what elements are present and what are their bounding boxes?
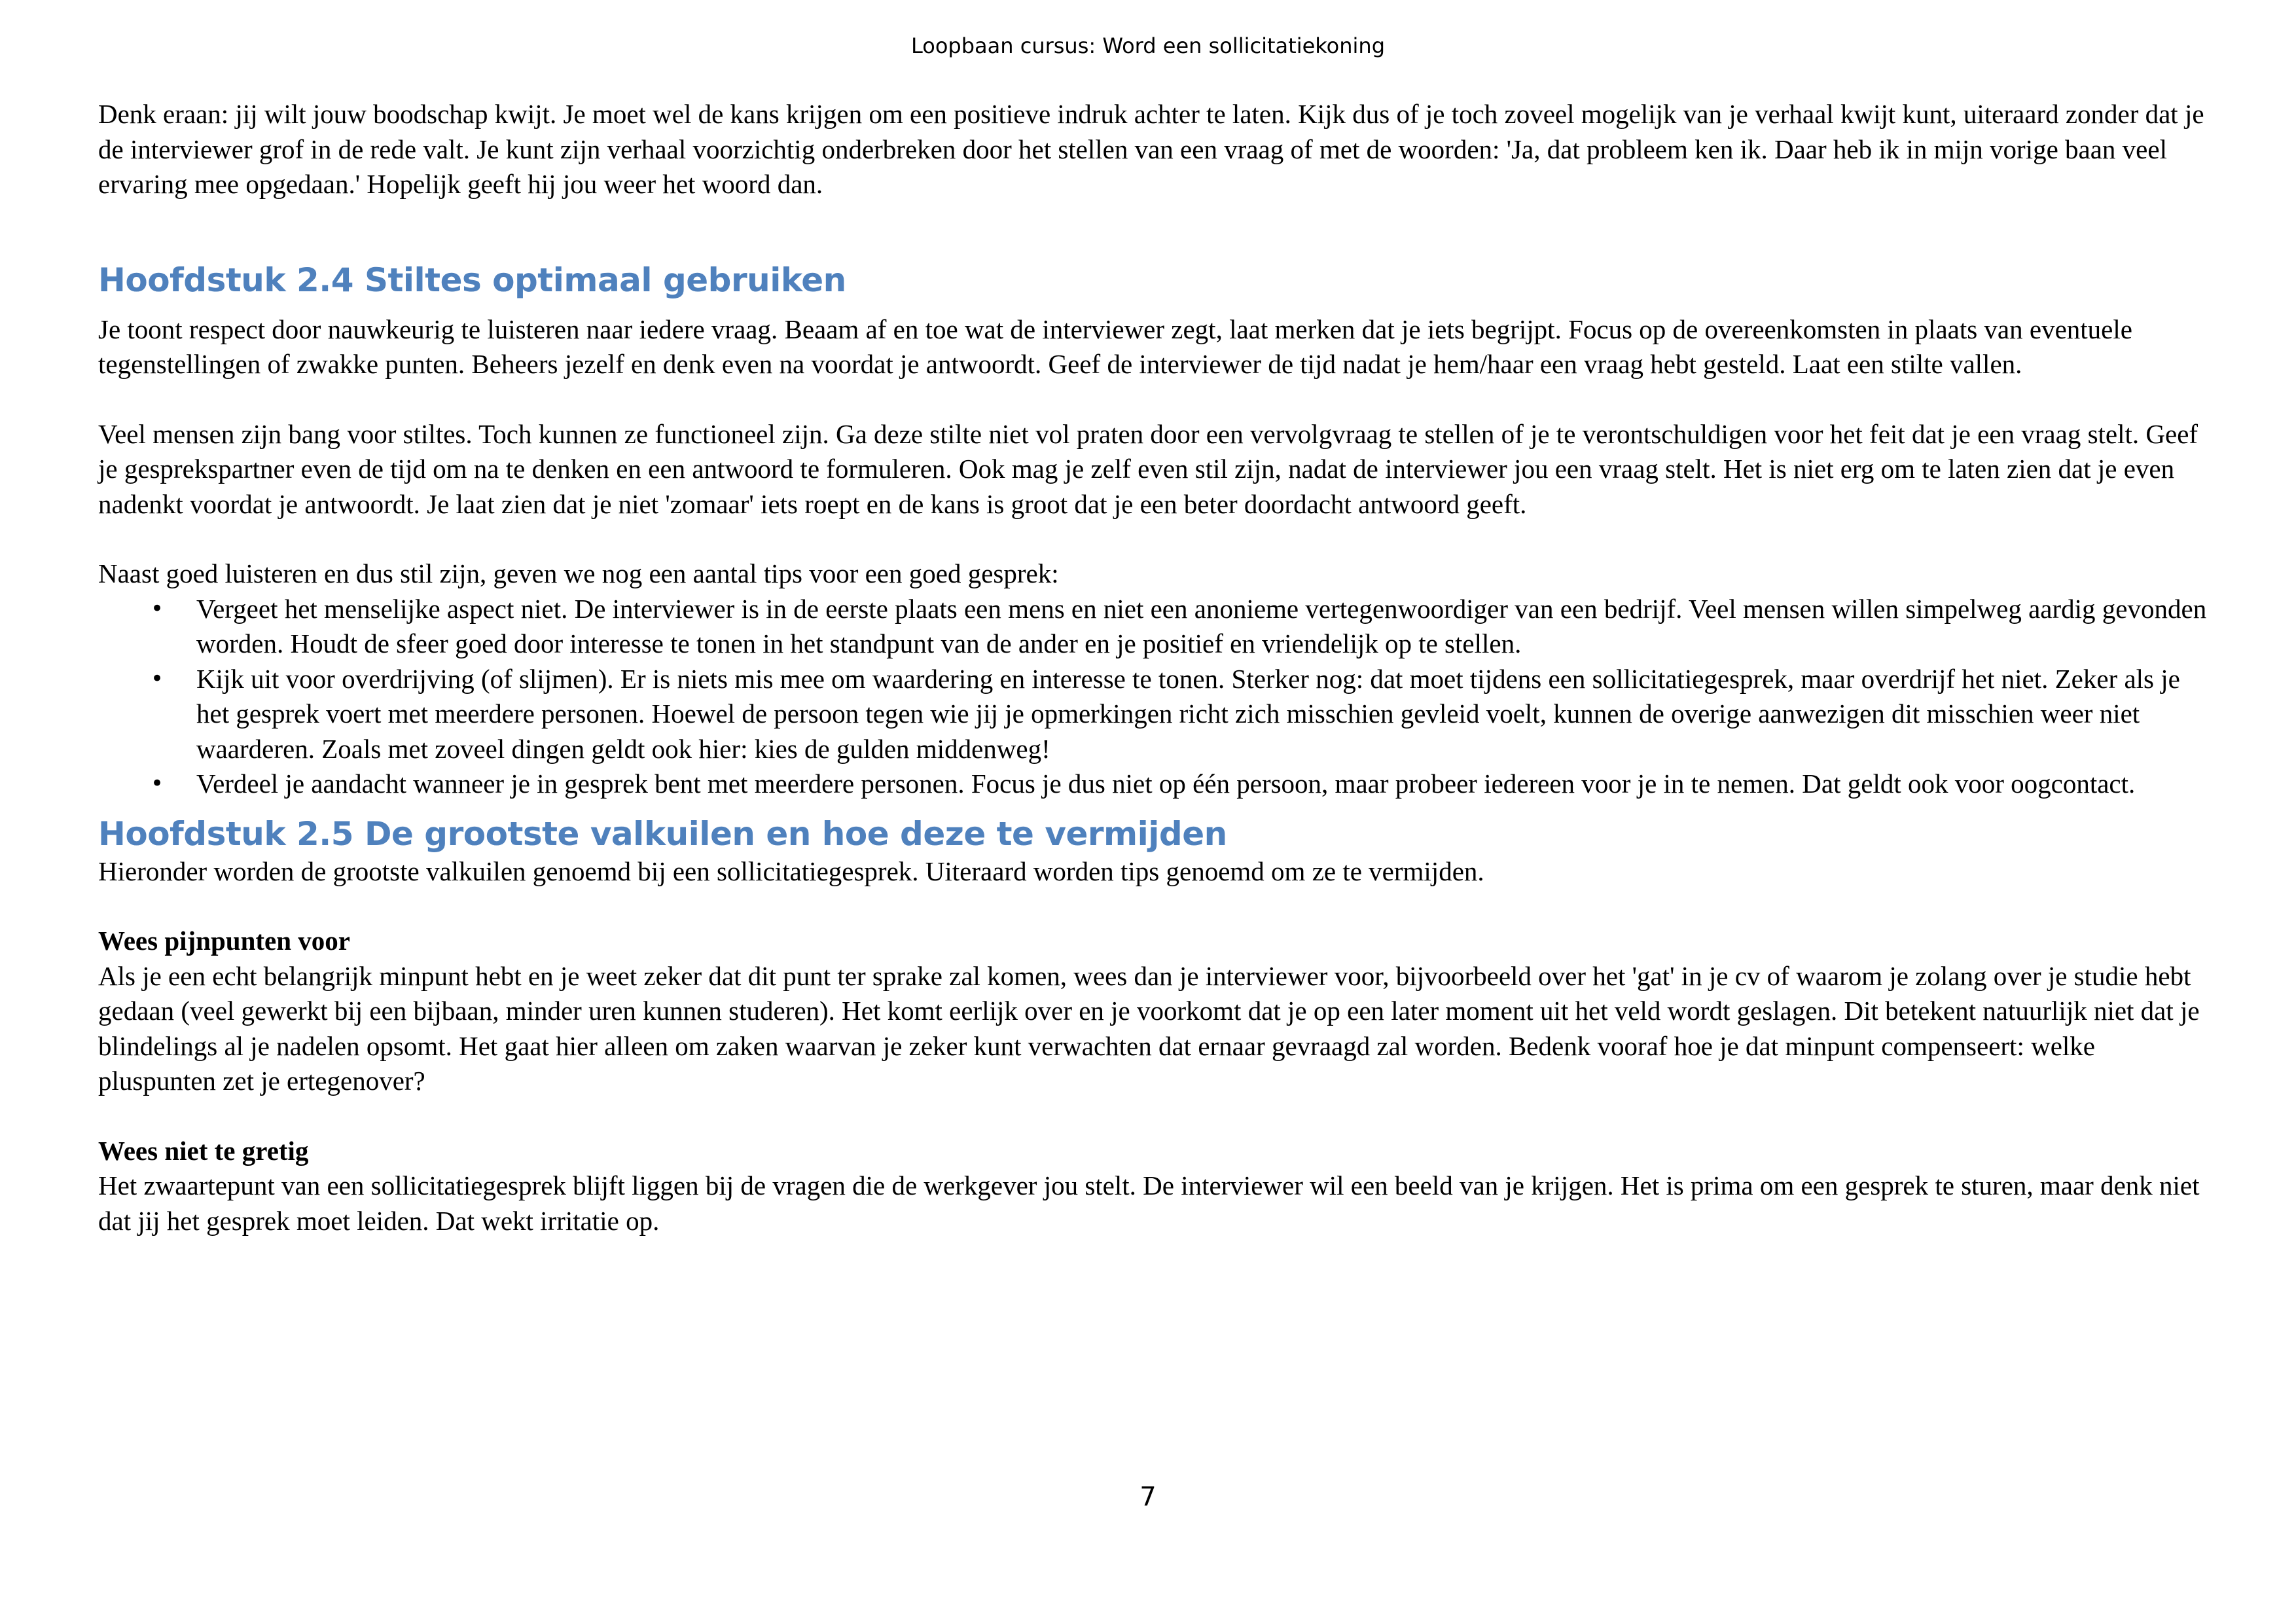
spacer bbox=[98, 300, 2219, 312]
list-item bbox=[98, 767, 2219, 802]
spacer bbox=[98, 202, 2219, 260]
page-content bbox=[98, 97, 2219, 1238]
subheading-pijnpunten: Wees pijnpunten voor bbox=[98, 926, 350, 956]
chapter-heading-2-4: Hoofdstuk 2.4 Stiltes optimaal gebruiken bbox=[98, 261, 846, 299]
bullet-icon: • bbox=[151, 595, 164, 622]
list-item bbox=[98, 662, 2219, 767]
intro-paragraph: Denk eraan: jij wilt jouw boodschap kwijt. Je moet wel de kans krijgen om een positieve indruk achter te laten. Kijk dus of je toch zoveel mogelijk van je verhaal kwijt kunt, uiteraard zonder dat je de interviewer grof in de rede valt. Je kunt zijn verhaal voorzichtig onderbreken door het stellen van een vraag of met de woorden: 'Ja, dat probleem ken ik. Daar heb ik in mijn vorige baan veel ervaring mee opgedaan.' Hopelijk geeft hij jou weer het woord dan. bbox=[98, 99, 2204, 199]
tips-list bbox=[98, 592, 2219, 802]
chapter-heading-2-5: Hoofdstuk 2.5 De grootste valkuilen en hoe deze te vermijden bbox=[98, 814, 1227, 853]
tip-text: Verdeel je aandacht wanneer je in gesprek bent met meerdere personen. Focus je dus niet op één persoon, maar probeer iedereen voor je in te nemen. Dat geldt ook voor oogcontact. bbox=[196, 768, 2136, 799]
paragraph-pijnpunten: Als je een echt belangrijk minpunt hebt en je weet zeker dat dit punt ter sprake zal komen, wees dan je interviewer voor, bijvoorbeeld over het 'gat' in je cv of waarom je zolang over je studie hebt gedaan (veel gewerkt bij een bijbaan, minder uren kunnen studeren). Het komt eerlijk over en je voorkomt dat je op een later moment uit het veld wordt geslagen. Dit betekent natuurlijk niet dat je blindelings al je nadelen opsomt. Het gaat hier alleen om zaken waarvan je zeker kunt verwachten dat ernaar gevraagd zal worden. Bedenk vooraf hoe je dat minpunt compenseert: welke pluspunten zet je ertegenover? bbox=[98, 960, 2200, 1096]
tip-text: Kijk uit voor overdrijving (of slijmen). Er is niets mis mee om waardering en interesse te tonen. Sterker nog: dat moet tijdens een sollicitatiegesprek, maar overdrijf het niet. Zeker als je het gesprek voert met meerdere personen. Hoewel de persoon tegen wie jij je opmerkingen richt zich misschien gevleid voelt, kunnen de overige aanwezigen dit misschien weer niet waarderen. Zoals met zoveel dingen geldt ook hier: kies de gulden middenweg! bbox=[196, 663, 2180, 764]
spacer bbox=[98, 1099, 2219, 1134]
spacer bbox=[98, 382, 2219, 417]
spacer bbox=[98, 889, 2219, 924]
paragraph-stiltes: Veel mensen zijn bang voor stiltes. Toch kunnen ze functioneel zijn. Ga deze stilte niet vol praten door een vervolgvraag te stellen of je te verontschuldigen voor het feit dat je een vraag stelt. Geef je gesprekspartner even de tijd om na te denken en een antwoord te formuleren. Ook mag je zelf even stil zijn, nadat de interviewer jou een vraag stelt. Het is niet erg om te laten zien dat je even nadenkt voordat je antwoordt. Je laat zien dat je niet 'zomaar' iets roept en de kans is groot dat je een beter doordacht antwoord geeft. bbox=[98, 418, 2198, 519]
list-item bbox=[98, 592, 2219, 662]
page-number: 7 bbox=[1139, 1482, 1157, 1512]
subheading-gretig: Wees niet te gretig bbox=[98, 1135, 309, 1166]
bullet-icon: • bbox=[151, 665, 164, 692]
paragraph-respect: Je toont respect door nauwkeurig te luisteren naar iedere vraag. Beaam af en toe wat de interviewer zegt, laat merken dat je iets begrijpt. Focus op de overeenkomsten in plaats van eventuele tegenstellingen of zwakke punten. Beheers jezelf en denk even na voordat je antwoordt. Geef de interviewer de tijd nadat je hem/haar een vraag hebt gesteld. Laat een stilte vallen. bbox=[98, 314, 2132, 379]
spacer bbox=[98, 522, 2219, 556]
paragraph-gretig: Het zwaartepunt van een sollicitatiegesprek blijft liggen bij de vragen die de werkgever jou stelt. De interviewer wil een beeld van je krijgen. Het is prima om een gesprek te sturen, maar denk niet dat jij het gesprek moet leiden. Dat wekt irritatie op. bbox=[98, 1170, 2200, 1236]
paragraph-valkuilen-intro: Hieronder worden de grootste valkuilen genoemd bij een sollicitatiegesprek. Uiteraard worden tips genoemd om ze te vermijden. bbox=[98, 856, 1484, 886]
running-header: Loopbaan cursus: Word een sollicitatiekoning bbox=[911, 33, 1385, 58]
bullet-icon: • bbox=[151, 770, 164, 797]
tip-text: Vergeet het menselijke aspect niet. De interviewer is in de eerste plaats een mens en niet een anonieme vertegenwoordiger van een bedrijf. Veel mensen willen simpelweg aardig gevonden worden. Houdt de sfeer goed door interesse te tonen in het standpunt van de ander en je positief en vriendelijk op te stellen. bbox=[196, 593, 2207, 659]
spacer bbox=[98, 802, 2219, 814]
paragraph-tips-intro: Naast goed luisteren en dus stil zijn, geven we nog een aantal tips voor een goed gesprek: bbox=[98, 558, 1059, 588]
